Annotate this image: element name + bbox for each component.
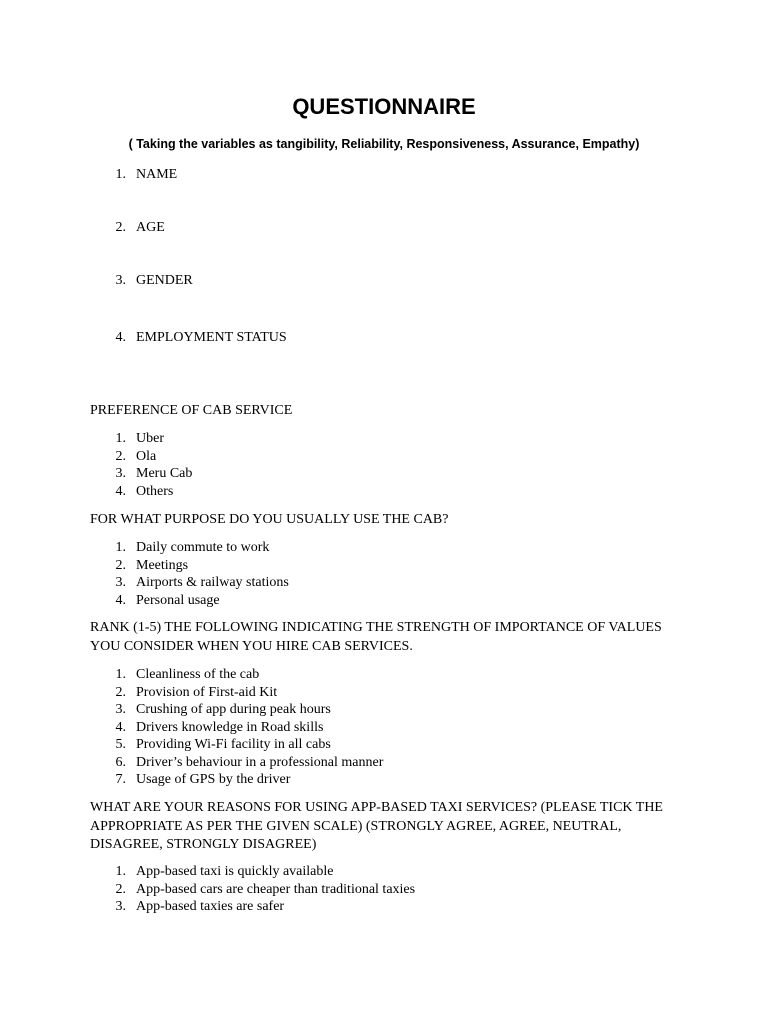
purpose-list [0, 539, 768, 609]
reasons-heading-line-3: DISAGREE, STRONGLY DISAGREE) [90, 837, 317, 852]
item-text: Airports & railway stations [136, 575, 289, 590]
list-item [0, 465, 768, 483]
item-text: Ola [136, 448, 157, 464]
item-number: 4. [115, 483, 126, 499]
item-number: 1. [115, 540, 126, 555]
item-text: Driver’s behaviour in a professional manner [136, 754, 384, 770]
list-item [0, 430, 768, 448]
item-number: 2. [115, 220, 126, 235]
page-subtitle: ( Taking the variables as tangibility, Reliability, Responsiveness, Assurance, Empathy) [128, 137, 640, 151]
item-text: GENDER [136, 273, 193, 288]
list-item [0, 557, 768, 575]
rank-list [0, 666, 768, 789]
item-number: 2. [115, 881, 126, 897]
item-number: 3. [115, 466, 126, 481]
item-text: Crushing of app during peak hours [136, 702, 331, 717]
list-item [0, 701, 768, 719]
item-text: App-based taxi is quickly available [136, 864, 334, 879]
item-number: 4. [115, 330, 126, 345]
item-number: 1. [115, 167, 126, 182]
list-item [0, 684, 768, 702]
list-item [0, 574, 768, 592]
item-text: Providing Wi-Fi facility in all cabs [136, 737, 331, 752]
item-text: Meru Cab [136, 466, 193, 481]
item-text: Meetings [136, 557, 189, 573]
item-number: 4. [115, 719, 126, 735]
item-number: 1. [115, 431, 126, 446]
rank-heading-line-2: YOU CONSIDER WHEN YOU HIRE CAB SERVICES. [90, 639, 413, 654]
item-number: 1. [115, 667, 126, 682]
item-number: 3. [115, 575, 126, 590]
item-number: 2. [115, 684, 126, 700]
rank-heading-line-1: RANK (1-5) THE FOLLOWING INDICATING THE STRENGTH OF IMPORTANCE OF VALUES [90, 620, 662, 635]
reasons-heading-line-1: WHAT ARE YOUR REASONS FOR USING APP-BASED TAXI SERVICES? (PLEASE TICK THE [90, 800, 663, 815]
list-item [0, 754, 768, 772]
reasons-heading-line-2: APPROPRIATE AS PER THE GIVEN SCALE) (STRONGLY AGREE, AGREE, NEUTRAL, [90, 819, 622, 834]
item-number: 2. [115, 557, 126, 573]
list-item [0, 898, 768, 916]
item-text: Others [136, 483, 174, 499]
list-item [0, 539, 768, 557]
item-text: Cleanliness of the cab [136, 667, 260, 682]
list-item [0, 719, 768, 737]
list-item [0, 863, 768, 881]
item-number: 3. [115, 702, 126, 717]
list-item [0, 881, 768, 899]
list-item [0, 771, 768, 789]
item-text: Provision of First-aid Kit [136, 684, 278, 700]
item-text: AGE [136, 220, 165, 235]
item-text: Uber [136, 431, 164, 446]
list-item [0, 448, 768, 466]
reasons-list [0, 863, 768, 916]
preference-heading: PREFERENCE OF CAB SERVICE [90, 403, 293, 418]
item-text: App-based taxies are safer [136, 899, 285, 914]
item-text: Daily commute to work [136, 540, 270, 555]
item-text: EMPLOYMENT STATUS [136, 330, 287, 345]
item-number: 4. [115, 592, 126, 608]
item-number: 3. [115, 899, 126, 914]
item-number: 2. [115, 448, 126, 464]
item-text: NAME [136, 167, 178, 182]
list-item [0, 592, 768, 610]
item-number: 7. [115, 772, 126, 787]
item-number: 5. [115, 737, 126, 752]
item-text: Drivers knowledge in Road skills [136, 719, 324, 735]
item-text: Personal usage [136, 592, 220, 608]
item-text: App-based cars are cheaper than traditional taxies [136, 881, 416, 897]
list-item [0, 736, 768, 754]
page-title: QUESTIONNAIRE [292, 94, 476, 119]
item-number: 3. [115, 273, 126, 288]
list-item [0, 483, 768, 501]
item-number: 6. [115, 754, 126, 770]
item-number: 1. [115, 864, 126, 879]
list-item [0, 666, 768, 684]
item-text: Usage of GPS by the driver [136, 772, 291, 787]
preference-list [0, 430, 768, 500]
purpose-heading: FOR WHAT PURPOSE DO YOU USUALLY USE THE CAB? [90, 512, 449, 527]
